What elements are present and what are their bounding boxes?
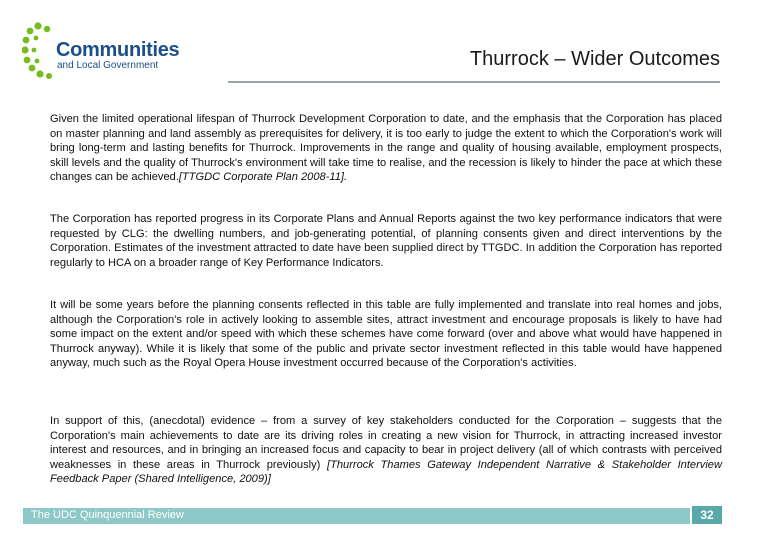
communities-logo <box>22 20 222 84</box>
paragraph-3: It will be some years before the planning consents reflected in this table are fully implemented and translate into real homes and jobs, although the Corporation's role in actively looking to assemble sites, attract investment and encourage proposals is likely to have had some impact on the extent and/or speed with which these schemes have come forward (over and above what would have happened in Thurrock anyway). While it is likely that some of the public and private sector investment reflected in this table would have happened anyway, much such as the Royal Opera House investment occurred because of the Corporation's activities. <box>50 299 722 370</box>
paragraph-4 <box>50 414 722 487</box>
paragraph-2: The Corporation has reported progress in its Corporate Plans and Annual Reports against the two key performance indicators that were requested by CLG: the dwelling numbers, and job-generating potential, of planning consents given and direct interventions by the Corporation. Estimates of the investment attracted to date have been supplied direct by TTGDC. In addition the Corporation has reported regularly to HCA on a broader range of Key Performance Indicators. <box>50 213 722 269</box>
page-number: 32 <box>692 506 722 524</box>
paragraph-1-citation: [TTGDC Corporate Plan 2008-11]. <box>178 171 348 184</box>
logo-wordmark: Communities <box>56 39 180 61</box>
title-divider <box>228 81 720 83</box>
footer-text: The UDC Quinquennial Review <box>31 509 184 521</box>
paragraph-1-text: Given the limited operational lifespan of Thurrock Development Corporation to date, and the emphasis that the Corporation has placed on master planning and land assembly as prerequisites for delivery, it is too early to judge the extent to which the Corporation's work will bring long-term and lasting benefits for Thurrock. Improvements in the range and quality of housing available, employment prospects, skill levels and the quality of Thurrock's environment will take time to realise, and the recession is likely to hinder the pace at which these changes can be achieved. <box>50 113 722 184</box>
paragraph-1 <box>50 112 722 185</box>
paragraph-4-text: In support of this, (anecdotal) evidence – from a survey of key stakeholders conducted for the Corporation – suggests that the Corporation's main achievements to date are its driving roles in creating a new vision for Thurrock, in attracting increased investor interest and resources, and in bringing an increased focus and capacity to bear in project delivery (all of which contrasts with perceived weaknesses in these areas in Thurrock previously) <box>50 415 722 471</box>
page-title: Thurrock – Wider Outcomes <box>469 48 720 70</box>
footer-bar <box>23 508 690 524</box>
paragraph-4-citation: [Thurrock Thames Gateway Independent Narrative & Stakeholder Interview Feedback Paper (Shared Intelligence, 2009)] <box>50 458 722 486</box>
logo-dots-icon <box>22 20 56 84</box>
logo-subtext: and Local Government <box>57 60 159 71</box>
